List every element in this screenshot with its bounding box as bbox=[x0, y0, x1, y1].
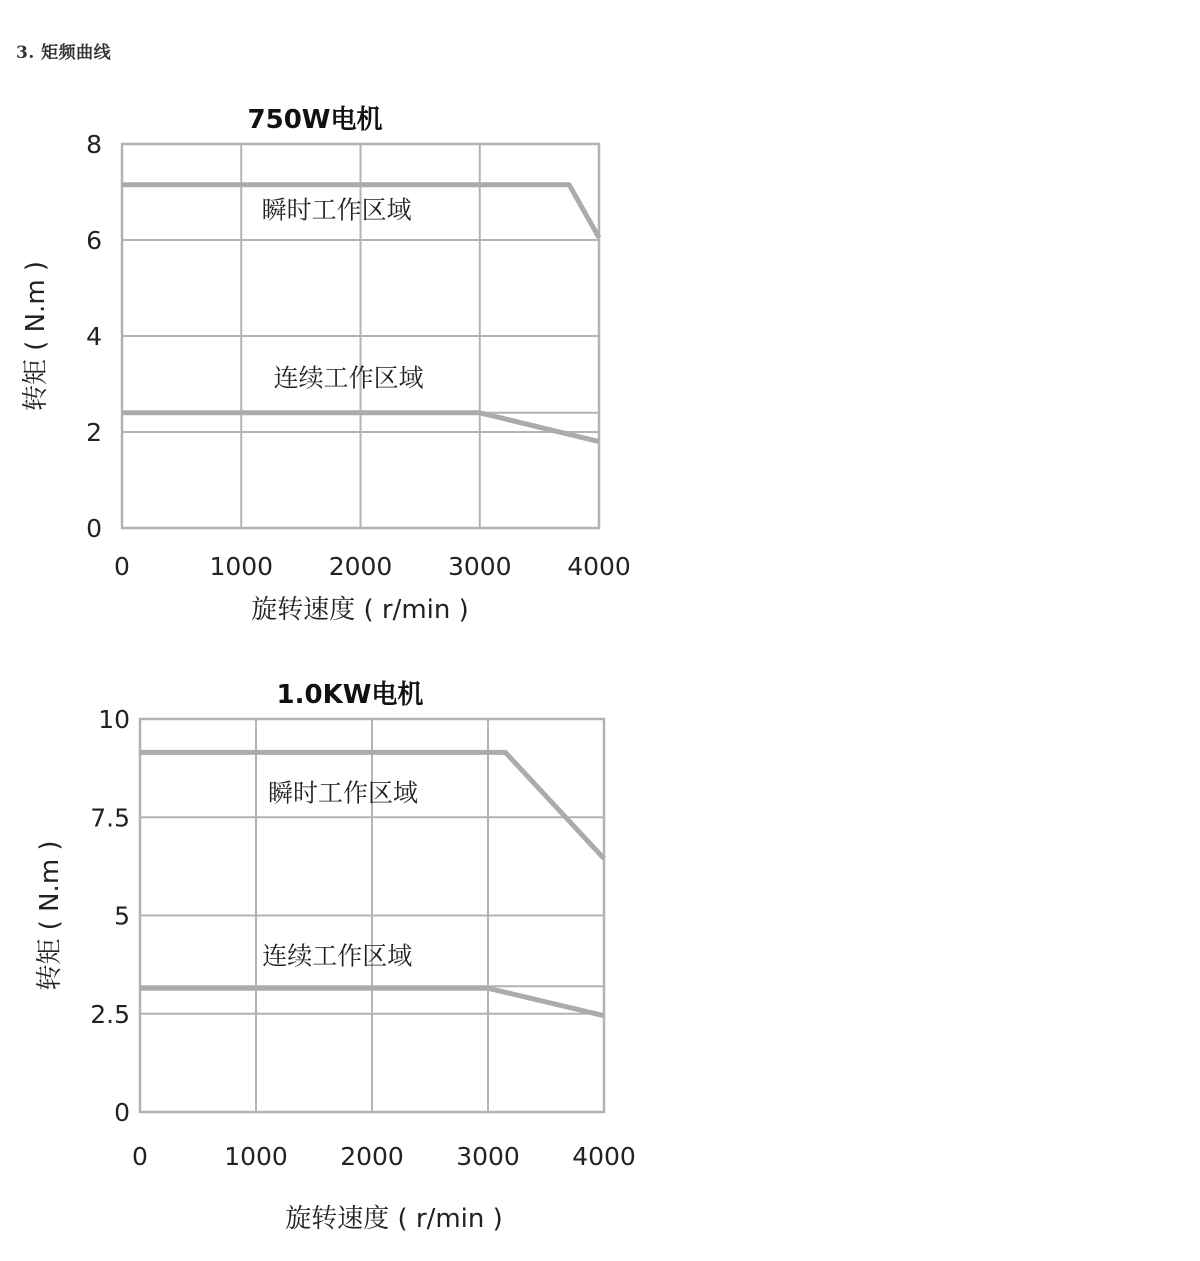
x-tick-label: 2000 bbox=[328, 552, 393, 581]
section-heading: 3. 矩频曲线 bbox=[16, 43, 112, 63]
y-tick-label: 10 bbox=[98, 705, 130, 734]
x-tick-label: 1000 bbox=[209, 552, 274, 581]
y-tick-label: 2.5 bbox=[90, 999, 130, 1029]
y-axis-label: 转矩 ( N.m ) bbox=[21, 260, 51, 412]
x-tick-label: 3000 bbox=[456, 1142, 520, 1171]
y-tick-label: 7.5 bbox=[90, 803, 130, 833]
region-label: 瞬时工作区域 bbox=[267, 778, 419, 808]
y-tick-label: 8 bbox=[86, 130, 102, 159]
y-tick-label: 0 bbox=[114, 1098, 130, 1127]
torque-speed-chart-750w bbox=[0, 90, 700, 650]
y-axis-label: 转矩 ( N.m ) bbox=[35, 840, 65, 991]
x-tick-label: 2000 bbox=[340, 1142, 404, 1171]
x-tick-label: 0 bbox=[132, 1142, 148, 1171]
x-tick-label: 4000 bbox=[567, 552, 631, 581]
y-tick-label: 6 bbox=[86, 226, 102, 255]
chart-title: 1.0KW电机 bbox=[276, 680, 424, 710]
x-axis-label: 旋转速度 ( r/min ) bbox=[251, 595, 469, 625]
y-tick-label: 5 bbox=[114, 901, 130, 931]
region-label: 连续工作区域 bbox=[262, 941, 413, 971]
x-axis-label: 旋转速度 ( r/min ) bbox=[285, 1204, 503, 1234]
y-tick-label: 2 bbox=[86, 418, 102, 447]
x-tick-label: 1000 bbox=[224, 1142, 288, 1171]
torque-speed-chart-1kw bbox=[0, 665, 700, 1255]
y-tick-label: 4 bbox=[86, 322, 102, 351]
x-tick-label: 3000 bbox=[447, 552, 512, 581]
x-tick-label: 4000 bbox=[572, 1142, 636, 1171]
x-tick-label: 0 bbox=[114, 552, 130, 581]
region-label: 连续工作区域 bbox=[273, 363, 424, 393]
region-label: 瞬时工作区域 bbox=[261, 195, 412, 225]
y-tick-label: 0 bbox=[86, 514, 102, 543]
chart-title: 750W电机 bbox=[247, 105, 383, 135]
